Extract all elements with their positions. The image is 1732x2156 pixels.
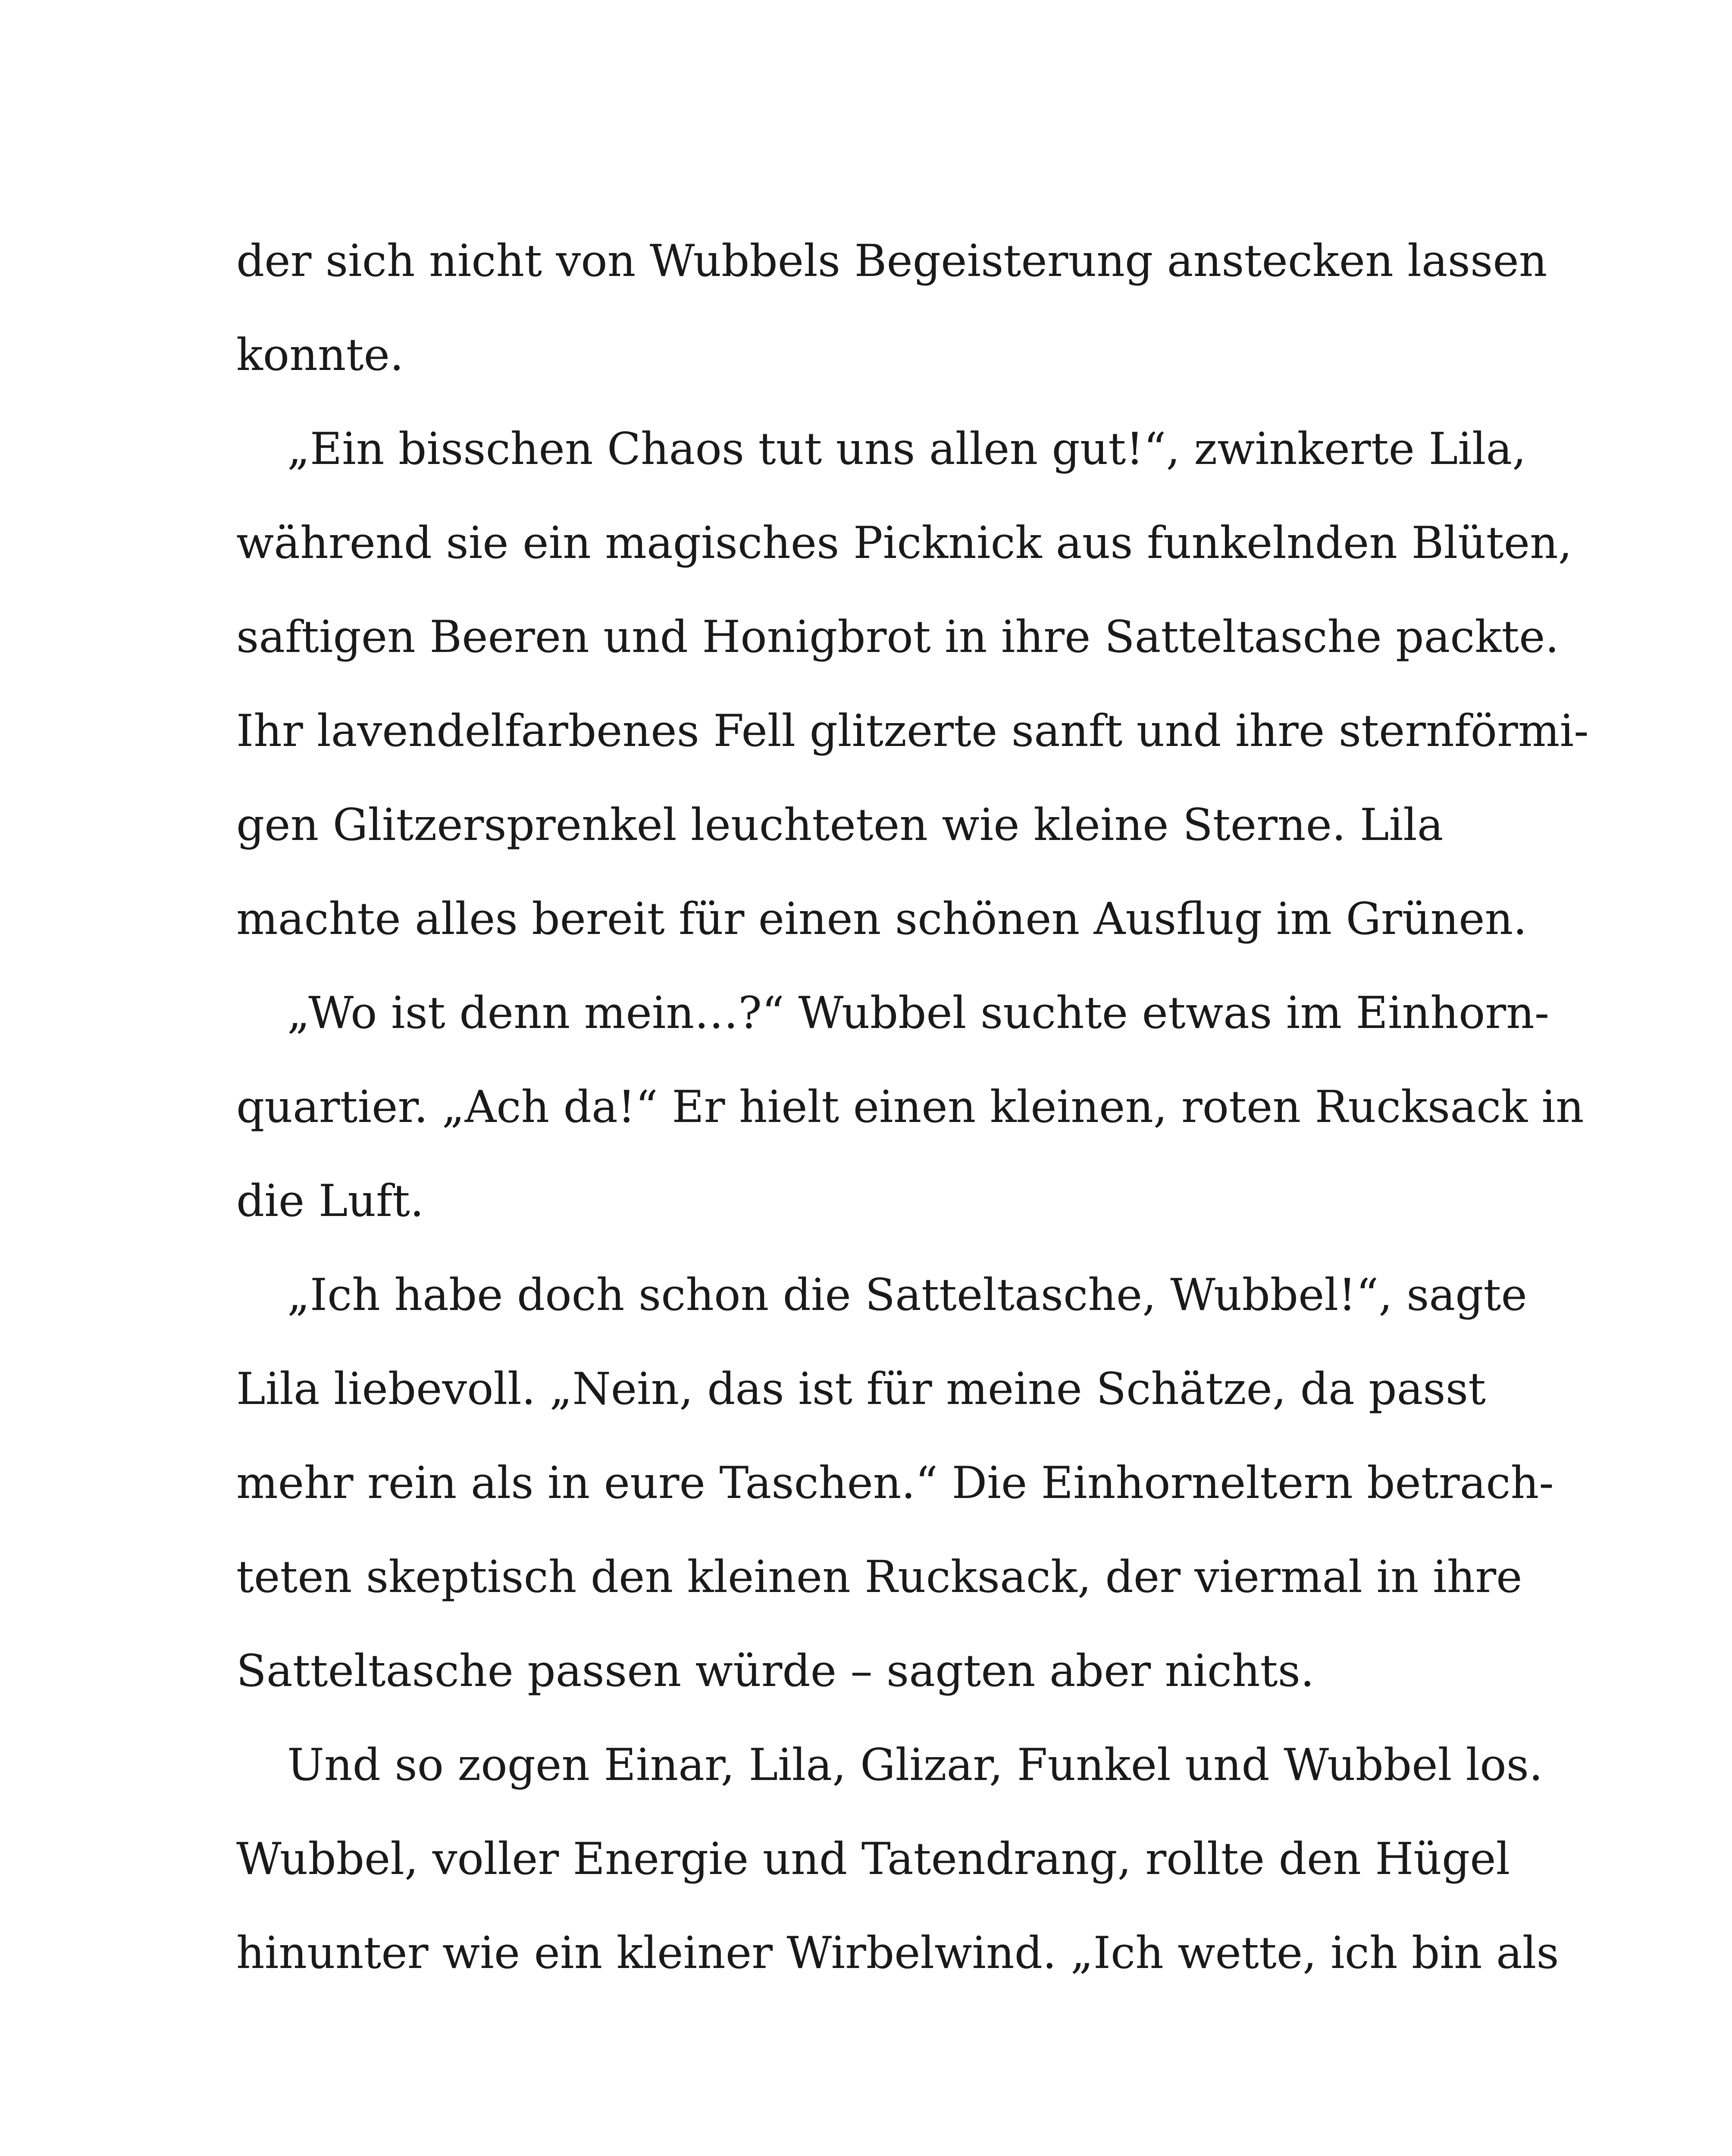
text-line: gen Glitzersprenkel leuchteten wie kleine Sterne. Lila — [236, 799, 1444, 851]
text-line-paragraph-start: „Ich habe doch schon die Satteltasche, Wubbel!“, sagte — [287, 1269, 1527, 1321]
text-line-paragraph-start: Und so zogen Einar, Lila, Glizar, Funkel und Wubbel los. — [287, 1739, 1543, 1791]
text-line: konnte. — [236, 329, 404, 381]
text-line: mehr rein als in eure Taschen.“ Die Einhorneltern betrach- — [236, 1457, 1554, 1509]
text-line-paragraph-start: „Wo ist denn mein…?“ Wubbel suchte etwas im Einhorn- — [287, 987, 1550, 1039]
text-line: der sich nicht von Wubbels Begeisterung anstecken lassen — [236, 235, 1547, 287]
text-line: Satteltasche passen würde – sagten aber nichts. — [236, 1645, 1315, 1697]
text-line: Lila liebevoll. „Nein, das ist für meine Schätze, da passt — [236, 1363, 1486, 1415]
text-line: hinunter wie ein kleiner Wirbelwind. „Ich wette, ich bin als — [236, 1927, 1559, 1979]
text-line: Ihr lavendelfarbenes Fell glitzerte sanft und ihre sternförmi- — [236, 705, 1589, 757]
text-line: teten skeptisch den kleinen Rucksack, der viermal in ihre — [236, 1551, 1522, 1603]
text-line: Wubbel, voller Energie und Tatendrang, rollte den Hügel — [236, 1833, 1510, 1885]
text-line: machte alles bereit für einen schönen Ausflug im Grünen. — [236, 893, 1527, 945]
text-line: quartier. „Ach da!“ Er hielt einen kleinen, roten Rucksack in — [236, 1081, 1584, 1133]
text-line: die Luft. — [236, 1175, 424, 1227]
text-line: saftigen Beeren und Honigbrot in ihre Satteltasche packte. — [236, 611, 1559, 663]
text-line-paragraph-start: „Ein bisschen Chaos tut uns allen gut!“, zwinkerte Lila, — [287, 423, 1526, 475]
text-line: während sie ein magisches Picknick aus funkelnden Blüten, — [236, 517, 1572, 569]
